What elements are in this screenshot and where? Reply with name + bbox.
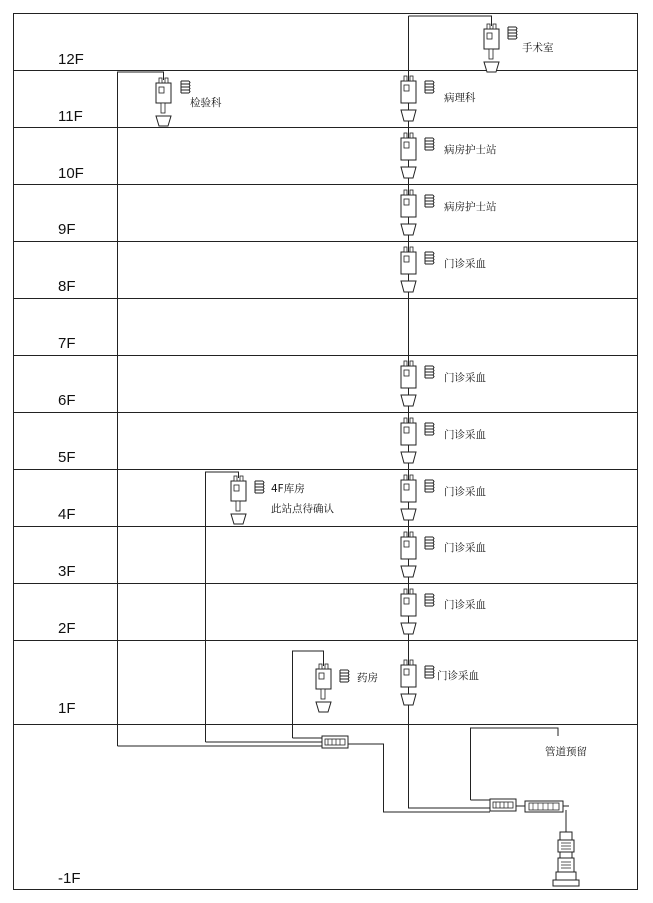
station-icon: [401, 76, 416, 121]
floor-label-7f: 7F: [58, 335, 76, 352]
coil-icon: [425, 666, 434, 678]
coil-icon: [425, 252, 434, 264]
station-label: 病房护士站: [444, 201, 497, 213]
station-outpatient-8f: [401, 247, 486, 292]
floor-label-2f: 2F: [58, 620, 76, 637]
blower-unit: [553, 832, 579, 886]
station-label: 病理科: [444, 92, 476, 104]
floor-label-4f: 4F: [58, 506, 76, 523]
station-icon: [401, 589, 416, 634]
station-outpatient-1f: [401, 660, 479, 705]
building-outline: [14, 14, 638, 890]
station-label: 药房: [357, 672, 378, 684]
floor-label-9f: 9F: [58, 221, 76, 238]
reserved-pipe-label: 管道预留: [545, 746, 587, 758]
air-filter-unit: [525, 801, 569, 812]
outer-wall: [14, 14, 638, 890]
station-outpatient-6f: [401, 361, 486, 406]
station-ward-nurse-10f: [401, 133, 497, 178]
station-icon: [401, 532, 416, 577]
laboratory-pipe: [118, 72, 164, 746]
station-outpatient-5f: [401, 418, 486, 463]
station-ward-nurse-9f: [401, 190, 497, 235]
station-icon: [401, 418, 416, 463]
station-label: 门诊采血: [444, 599, 486, 611]
warehouse-pipe: [206, 472, 239, 742]
coil-icon: [255, 481, 264, 493]
coil-icon: [425, 594, 434, 606]
station-icon: [231, 476, 246, 524]
operating-room-pipe: [409, 16, 492, 26]
station-icon: [401, 361, 416, 406]
floor-label-1f: 1F: [58, 700, 76, 717]
station-label-line1: 4F库房: [271, 483, 305, 495]
coil-icon: [340, 670, 349, 682]
station-label-line2: 此站点待确认: [271, 503, 334, 515]
coil-icon: [181, 81, 190, 93]
station-label: 门诊采血: [444, 258, 486, 270]
diverter-unit-branch: [322, 736, 348, 748]
station-icon: [401, 133, 416, 178]
station-icon: [484, 24, 499, 72]
floor-label-b1f: -1F: [58, 870, 81, 887]
station-label: 门诊采血: [444, 429, 486, 441]
station-label: 门诊采血: [444, 542, 486, 554]
station-icon: [401, 247, 416, 292]
station-label: 门诊采血: [437, 670, 479, 682]
diverter-unit-main: [490, 799, 516, 811]
pipe-network: [118, 16, 567, 832]
station-icon: [156, 78, 171, 126]
station-outpatient-4f: [401, 475, 486, 520]
coil-icon: [508, 27, 517, 39]
coil-icon: [425, 423, 434, 435]
station-operating-room: [484, 24, 554, 72]
coil-icon: [425, 195, 434, 207]
floor-label-10f: 10F: [58, 165, 84, 182]
coil-icon: [425, 366, 434, 378]
station-label: 检验科: [190, 97, 222, 109]
station-label: 病房护士站: [444, 144, 497, 156]
station-outpatient-2f: [401, 589, 486, 634]
floor-label-12f: 12F: [58, 51, 84, 68]
station-icon: [401, 660, 416, 705]
floor-label-5f: 5F: [58, 449, 76, 466]
floor-label-8f: 8F: [58, 278, 76, 295]
coil-icon: [425, 537, 434, 549]
station-pharmacy: [316, 664, 378, 712]
coil-icon: [425, 480, 434, 492]
station-warehouse-4f: [231, 476, 334, 524]
basement-equipment: [322, 736, 579, 886]
station-label: 门诊采血: [444, 486, 486, 498]
station-icon: [401, 475, 416, 520]
station-pathology: [401, 76, 476, 121]
coil-icon: [425, 138, 434, 150]
station-label: 门诊采血: [444, 372, 486, 384]
station-icon: [316, 664, 331, 712]
floor-label-11f: 11F: [58, 108, 83, 125]
transfer-pipe: [348, 744, 490, 812]
reserved-pipe-line: [471, 728, 559, 800]
station-outpatient-3f: [401, 532, 486, 577]
station-label: 手术室: [522, 42, 554, 54]
floor-label-6f: 6F: [58, 392, 76, 409]
station-laboratory: [156, 78, 222, 126]
coil-icon: [425, 81, 434, 93]
station-icon: [401, 190, 416, 235]
floor-label-3f: 3F: [58, 563, 76, 580]
